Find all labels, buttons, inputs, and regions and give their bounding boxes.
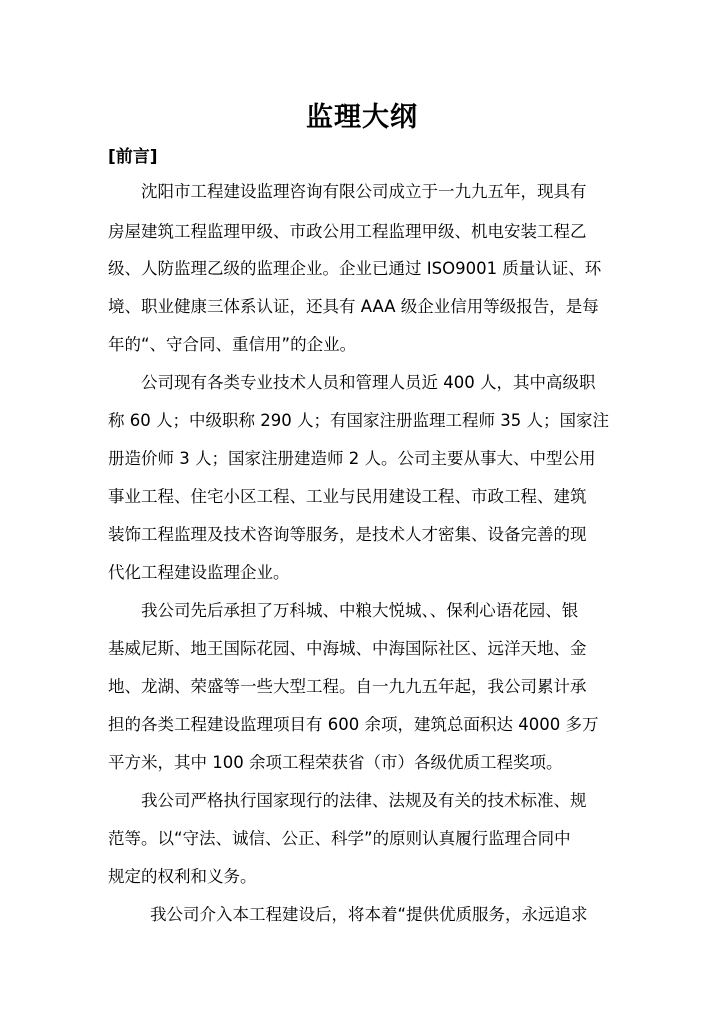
paragraph-line: 房屋建筑工程监理甲级、市政公用工程监理甲级、机电安装工程乙 — [108, 222, 587, 241]
paragraph-line: 地、龙湖、荣盛等一些大型工程。自一九九五年起，我公司累计承 — [108, 677, 587, 696]
paragraph-line: 平方米，其中 100 余项工程荣获省（市）各级优质工程奖项。 — [108, 753, 563, 772]
paragraph-line: 我公司介入本工程建设后，将本着“提供优质服务，永远追求 — [150, 905, 588, 924]
paragraph-line: 沈阳市工程建设监理咨询有限公司成立于一九九五年，现具有 — [141, 182, 587, 201]
paragraph-line: 年的“、守合同、重信用”的企业。 — [108, 335, 357, 354]
document-title: 监理大纲 — [306, 102, 418, 133]
paragraph-line: 我公司严格执行国家现行的法律、法规及有关的技术标准、规 — [141, 791, 587, 810]
paragraph-line: 范等。以“守法、诚信、公正、科学”的原则认真履行监理合同中 — [108, 829, 571, 848]
paragraph-line: 担的各类工程建设监理项目有 600 余项，建筑总面积达 4000 多万 — [108, 715, 599, 734]
paragraph-line: 级、人防监理乙级的监理企业。企业已通过 ISO9001 质量认证、环 — [108, 259, 602, 278]
paragraph-line: 册造价师 3 人；国家注册建造师 2 人。公司主要从事大、中型公用 — [108, 449, 596, 468]
paragraph-line: 代化工程建设监理企业。 — [108, 563, 290, 582]
paragraph-line: 我公司先后承担了万科城、中粮大悦城、、保利心语花园、银 — [141, 601, 579, 620]
paragraph-line: 境、职业健康三体系认证，还具有 AAA 级企业信用等级报告，是每 — [108, 297, 599, 316]
paragraph-line: 装饰工程监理及技术咨询等服务，是技术人才密集、设备完善的现 — [108, 525, 587, 544]
paragraph-line: 事业工程、住宅小区工程、工业与民用建设工程、市政工程、建筑 — [108, 487, 587, 506]
paragraph-line: 规定的权利和义务。 — [108, 867, 257, 886]
paragraph-line: 称 60 人；中级职称 290 人；有国家注册监理工程师 35 人；国家注 — [108, 411, 609, 430]
paragraph-line: 基威尼斯、地王国际花园、中海城、中海国际社区、远洋天地、金 — [108, 639, 587, 658]
section-heading-preface: [前言] — [108, 147, 158, 167]
paragraph-line: 公司现有各类专业技术人员和管理人员近 400 人，其中高级职 — [141, 373, 596, 392]
